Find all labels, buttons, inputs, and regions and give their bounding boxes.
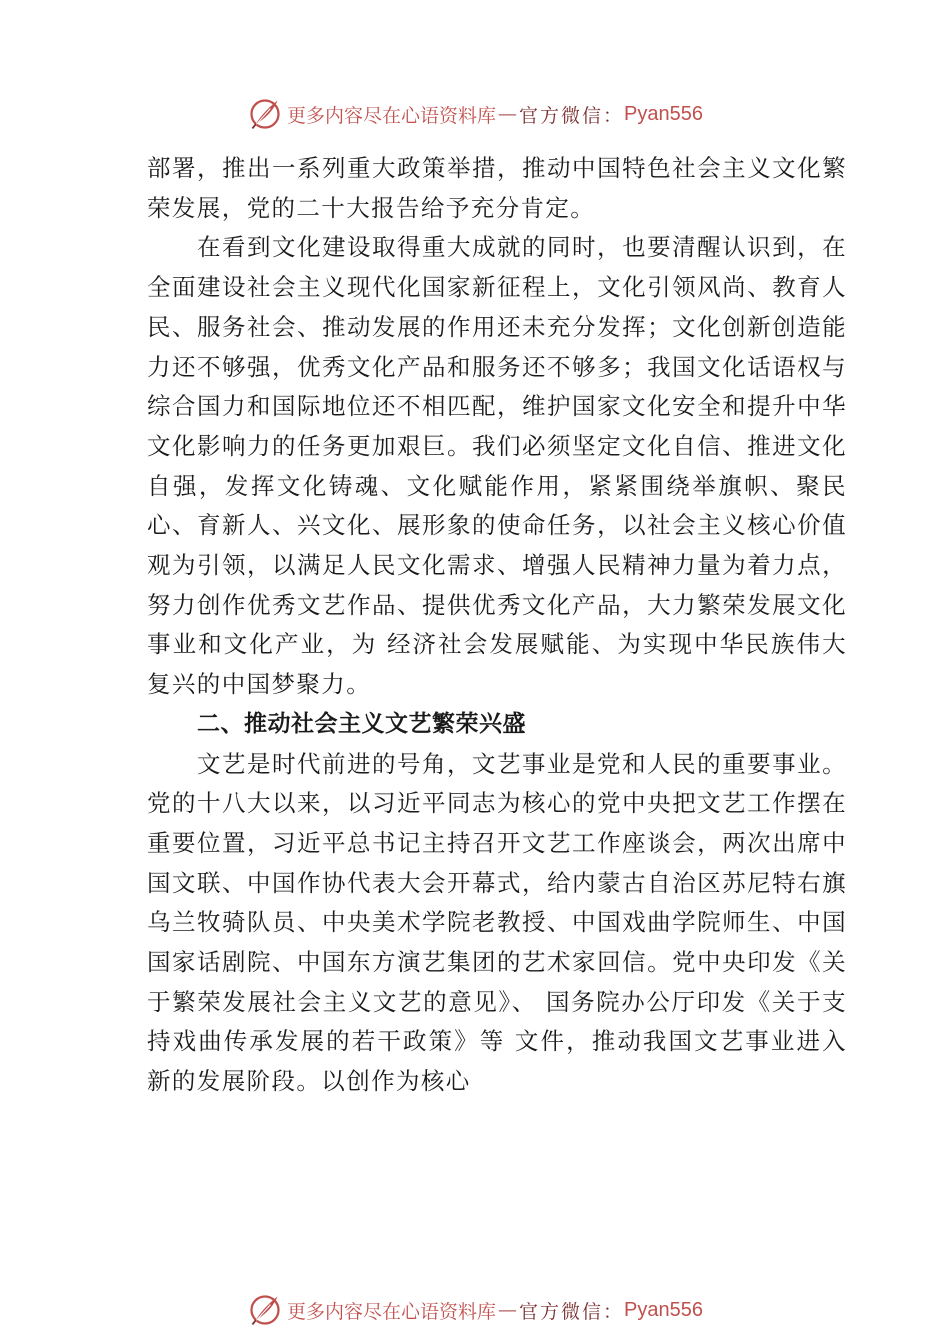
- banner-dash: —: [498, 103, 518, 125]
- banner-dash: —: [498, 1299, 518, 1321]
- banner-wechat-label: 官方微信：: [519, 104, 625, 127]
- banner-main-text: 更多内容尽在心语资料库: [287, 104, 497, 127]
- section-heading: 二、推动社会主义文艺繁荣兴盛: [197, 710, 526, 737]
- header-banner: [0, 94, 950, 134]
- quill-pen-logo-icon: [247, 1292, 283, 1328]
- paragraph-3: 文艺是时代前进的号角，文艺事业是党和人民的重要事业。党的十八大以来，以习近平同志为核心的党中央把文艺工作摆在重要位置，习近平总书记主持召开文艺工作座谈会，两次出席中国文联、中国作协代表大会开幕式，给内蒙古自治区苏尼特右旗乌兰牧骑队员、中央美术学院老教授、中国戏曲学院师生、中国国家话剧院、中国东方演艺集团的艺术家回信。党中央印发《关于繁荣发展社会主义文艺的意见》、 国务院办公厅印发《关于支持戏曲传承发展的若干政策》等 文件，推动我国文艺事业进入新的发展阶段。以创作为核心: [147, 749, 847, 1096]
- banner-wechat-id: Pyan556: [624, 1298, 703, 1321]
- quill-pen-logo-icon: [247, 96, 283, 132]
- paragraph-1: 部署，推出一系列重大政策举措，推动中国特色社会主义文化繁荣发展，党的二十大报告给予充分肯定。: [147, 154, 847, 222]
- banner-wechat-label: 官方微信：: [519, 1300, 625, 1323]
- banner-wechat-id: Pyan556: [624, 102, 703, 125]
- banner-main-text: 更多内容尽在心语资料库: [287, 1300, 497, 1323]
- paragraph-2: 在看到文化建设取得重大成就的同时，也要清醒认识到，在全面建设社会主义现代化国家新征程上，文化引领风尚、教育人民、服务社会、推动发展的作用还未充分发挥；文化创新创造能力还不够强，优秀文化产品和服务还不够多；我国文化话语权与综合国力和国际地位还不相匹配，维护国家文化安全和提升中华文化影响力的任务更加艰巨。我们必须坚定文化自信、推进文化自强，发挥文化铸魂、文化赋能作用，紧紧围绕举旗帜、聚民心、育新人、兴文化、展形象的使命任务，以社会主义核心价值观为引领，以满足人民文化需求、增强人民精神力量为着力点，努力创作优秀文艺作品、提供优秀文化产品，大力繁荣发展文化事业和文化产业，为 经济社会发展赋能、为实现中华民族伟大复兴的中国梦聚力。: [147, 233, 847, 699]
- footer-banner: [0, 1290, 950, 1330]
- document-body: [147, 149, 847, 1102]
